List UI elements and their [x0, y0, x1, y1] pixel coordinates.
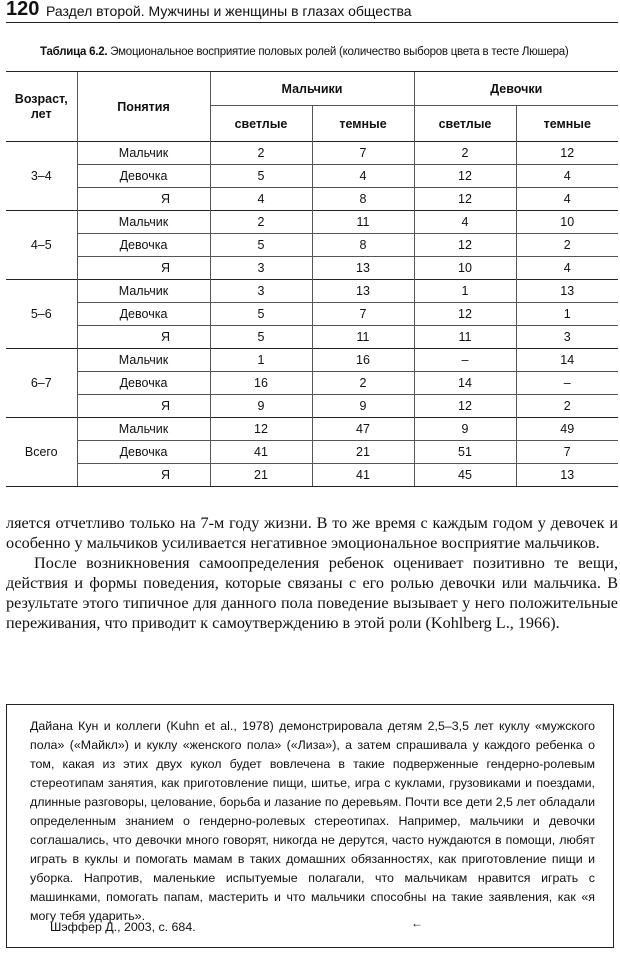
value-cell: 12 [210, 418, 312, 441]
value-cell: 47 [312, 418, 414, 441]
value-cell: 1 [516, 303, 618, 326]
value-cell: 5 [210, 303, 312, 326]
body-paragraph: ляется отчетливо только на 7-м году жизни. В то же время с каждым годом у девочек и особенно у мальчиков усиливается негативное эмоциональное восприятие мальчиков. [6, 514, 618, 552]
value-cell: 4 [210, 188, 312, 211]
value-cell: 5 [210, 326, 312, 349]
value-cell: 4 [312, 165, 414, 188]
header-girls-dark: темные [516, 106, 618, 142]
age-cell: 5–6 [6, 280, 77, 349]
value-cell: 12 [414, 188, 516, 211]
age-cell: Всего [6, 418, 77, 487]
value-cell: 2 [414, 142, 516, 165]
value-cell: 3 [210, 257, 312, 280]
concept-cell: Я [77, 188, 210, 211]
concept-cell: Я [77, 257, 210, 280]
value-cell: 51 [414, 441, 516, 464]
running-header [6, 0, 618, 23]
value-cell: 2 [516, 395, 618, 418]
concept-cell: Я [77, 395, 210, 418]
concept-cell: Я [77, 464, 210, 487]
header-girls-light: светлые [414, 106, 516, 142]
table-caption-label: Таблица 6.2. [40, 46, 108, 58]
value-cell: 12 [414, 303, 516, 326]
concept-cell: Мальчик [77, 280, 210, 303]
value-cell: 21 [210, 464, 312, 487]
value-cell: 2 [210, 211, 312, 234]
body-text [6, 513, 618, 633]
concept-cell: Девочка [77, 441, 210, 464]
value-cell: 2 [312, 372, 414, 395]
concept-cell: Девочка [77, 372, 210, 395]
value-cell: 49 [516, 418, 618, 441]
value-cell: 5 [210, 234, 312, 257]
value-cell: 14 [414, 372, 516, 395]
concept-cell: Девочка [77, 165, 210, 188]
value-cell: 2 [210, 142, 312, 165]
age-cell: 6–7 [6, 349, 77, 418]
concept-cell: Мальчик [77, 349, 210, 372]
value-cell: 12 [414, 395, 516, 418]
value-cell: 41 [312, 464, 414, 487]
value-cell: 10 [516, 211, 618, 234]
header-boys-dark: темные [312, 106, 414, 142]
box-paragraph: Дайана Кун и коллеги (Kuhn et al., 1978) демонстрировала детям 2,5–3,5 лет куклу «мужского пола» («Майкл») и куклу «женского пола» («Лиза»), а затем спрашивала у каждого ребенка о том, какая из этих двух кукол будет вовлечена в такие подверженные гендерно-ролевым стереотипам занятия, как приготовление пищи, шитье, игра с куклами, грузовиками и поездами, длинные разговоры, целование, борьба и лазание по деревьям. Почти все дети 2,5 лет обладали определенным знанием о гендерно-ролевых стереотипах. Например, мальчики и девочки соглашались, что девочки много говорят, никогда не дерутся, часто нуждаются в помощи, любят играть в куклы и помогать мамам в таких домашних обязанностях, как приготовление пищи и уборка. Напротив, маленькие испытуемые полагали, что мальчикам нравится играть с машинками, помогать папам, мастерить и что мальчики способны на такие заявления, как «я могу тебя ударить». [30, 719, 596, 923]
value-cell: 9 [210, 395, 312, 418]
value-cell: – [516, 372, 618, 395]
header-girls: Девочки [414, 72, 618, 106]
value-cell: 16 [312, 349, 414, 372]
value-cell: 11 [312, 211, 414, 234]
value-cell: 13 [312, 257, 414, 280]
concept-cell: Девочка [77, 234, 210, 257]
value-cell: 12 [516, 142, 618, 165]
value-cell: 12 [414, 165, 516, 188]
value-cell: 4 [516, 257, 618, 280]
value-cell: 7 [312, 142, 414, 165]
concept-cell: Я [77, 326, 210, 349]
value-cell: 10 [414, 257, 516, 280]
table-caption [40, 46, 618, 58]
value-cell: 16 [210, 372, 312, 395]
sidebar-box [6, 704, 614, 948]
body-paragraph: После возникновения самоопределения ребенок оценивает позитивно те вещи, действия и формы поведения, которые связаны с его ролью девочки или мальчика. В результате этого типичное для данного пола поведение вызывает у него положительные переживания, что приводит к самоутверждению в этой роли (Kohlberg L., 1966). [6, 554, 618, 632]
arrow-left-icon: ← [411, 916, 423, 930]
value-cell: 41 [210, 441, 312, 464]
header-boys: Мальчики [210, 72, 414, 106]
value-cell: 2 [516, 234, 618, 257]
page-number: 120 [6, 0, 40, 20]
value-cell: 1 [210, 349, 312, 372]
value-cell: 45 [414, 464, 516, 487]
value-cell: 12 [414, 234, 516, 257]
value-cell: 11 [414, 326, 516, 349]
value-cell: 14 [516, 349, 618, 372]
concept-cell: Девочка [77, 303, 210, 326]
value-cell: 13 [516, 464, 618, 487]
value-cell: 11 [312, 326, 414, 349]
concept-cell: Мальчик [77, 211, 210, 234]
value-cell: 8 [312, 188, 414, 211]
age-cell: 3–4 [6, 142, 77, 211]
value-cell: 4 [414, 211, 516, 234]
value-cell: 8 [312, 234, 414, 257]
concept-cell: Мальчик [77, 418, 210, 441]
value-cell: 9 [414, 418, 516, 441]
header-boys-light: светлые [210, 106, 312, 142]
header-concepts: Понятия [77, 72, 210, 142]
value-cell: 9 [312, 395, 414, 418]
box-source: Шэффер Д., 2003, с. 684. [50, 920, 196, 934]
data-table [6, 71, 618, 487]
value-cell: 3 [516, 326, 618, 349]
value-cell: 1 [414, 280, 516, 303]
value-cell: 13 [516, 280, 618, 303]
value-cell: 3 [210, 280, 312, 303]
table-caption-text: Эмоциональное восприятие половых ролей (количество выборов цвета в тесте Люшера) [107, 46, 569, 58]
value-cell: 13 [312, 280, 414, 303]
value-cell: 4 [516, 188, 618, 211]
value-cell: – [414, 349, 516, 372]
concept-cell: Мальчик [77, 142, 210, 165]
header-age: Возраст, лет [6, 72, 77, 142]
value-cell: 21 [312, 441, 414, 464]
box-text [30, 717, 595, 926]
value-cell: 7 [516, 441, 618, 464]
age-cell: 4–5 [6, 211, 77, 280]
value-cell: 7 [312, 303, 414, 326]
value-cell: 4 [516, 165, 618, 188]
running-title: Раздел второй. Мужчины и женщины в глазах общества [46, 3, 412, 19]
value-cell: 5 [210, 165, 312, 188]
